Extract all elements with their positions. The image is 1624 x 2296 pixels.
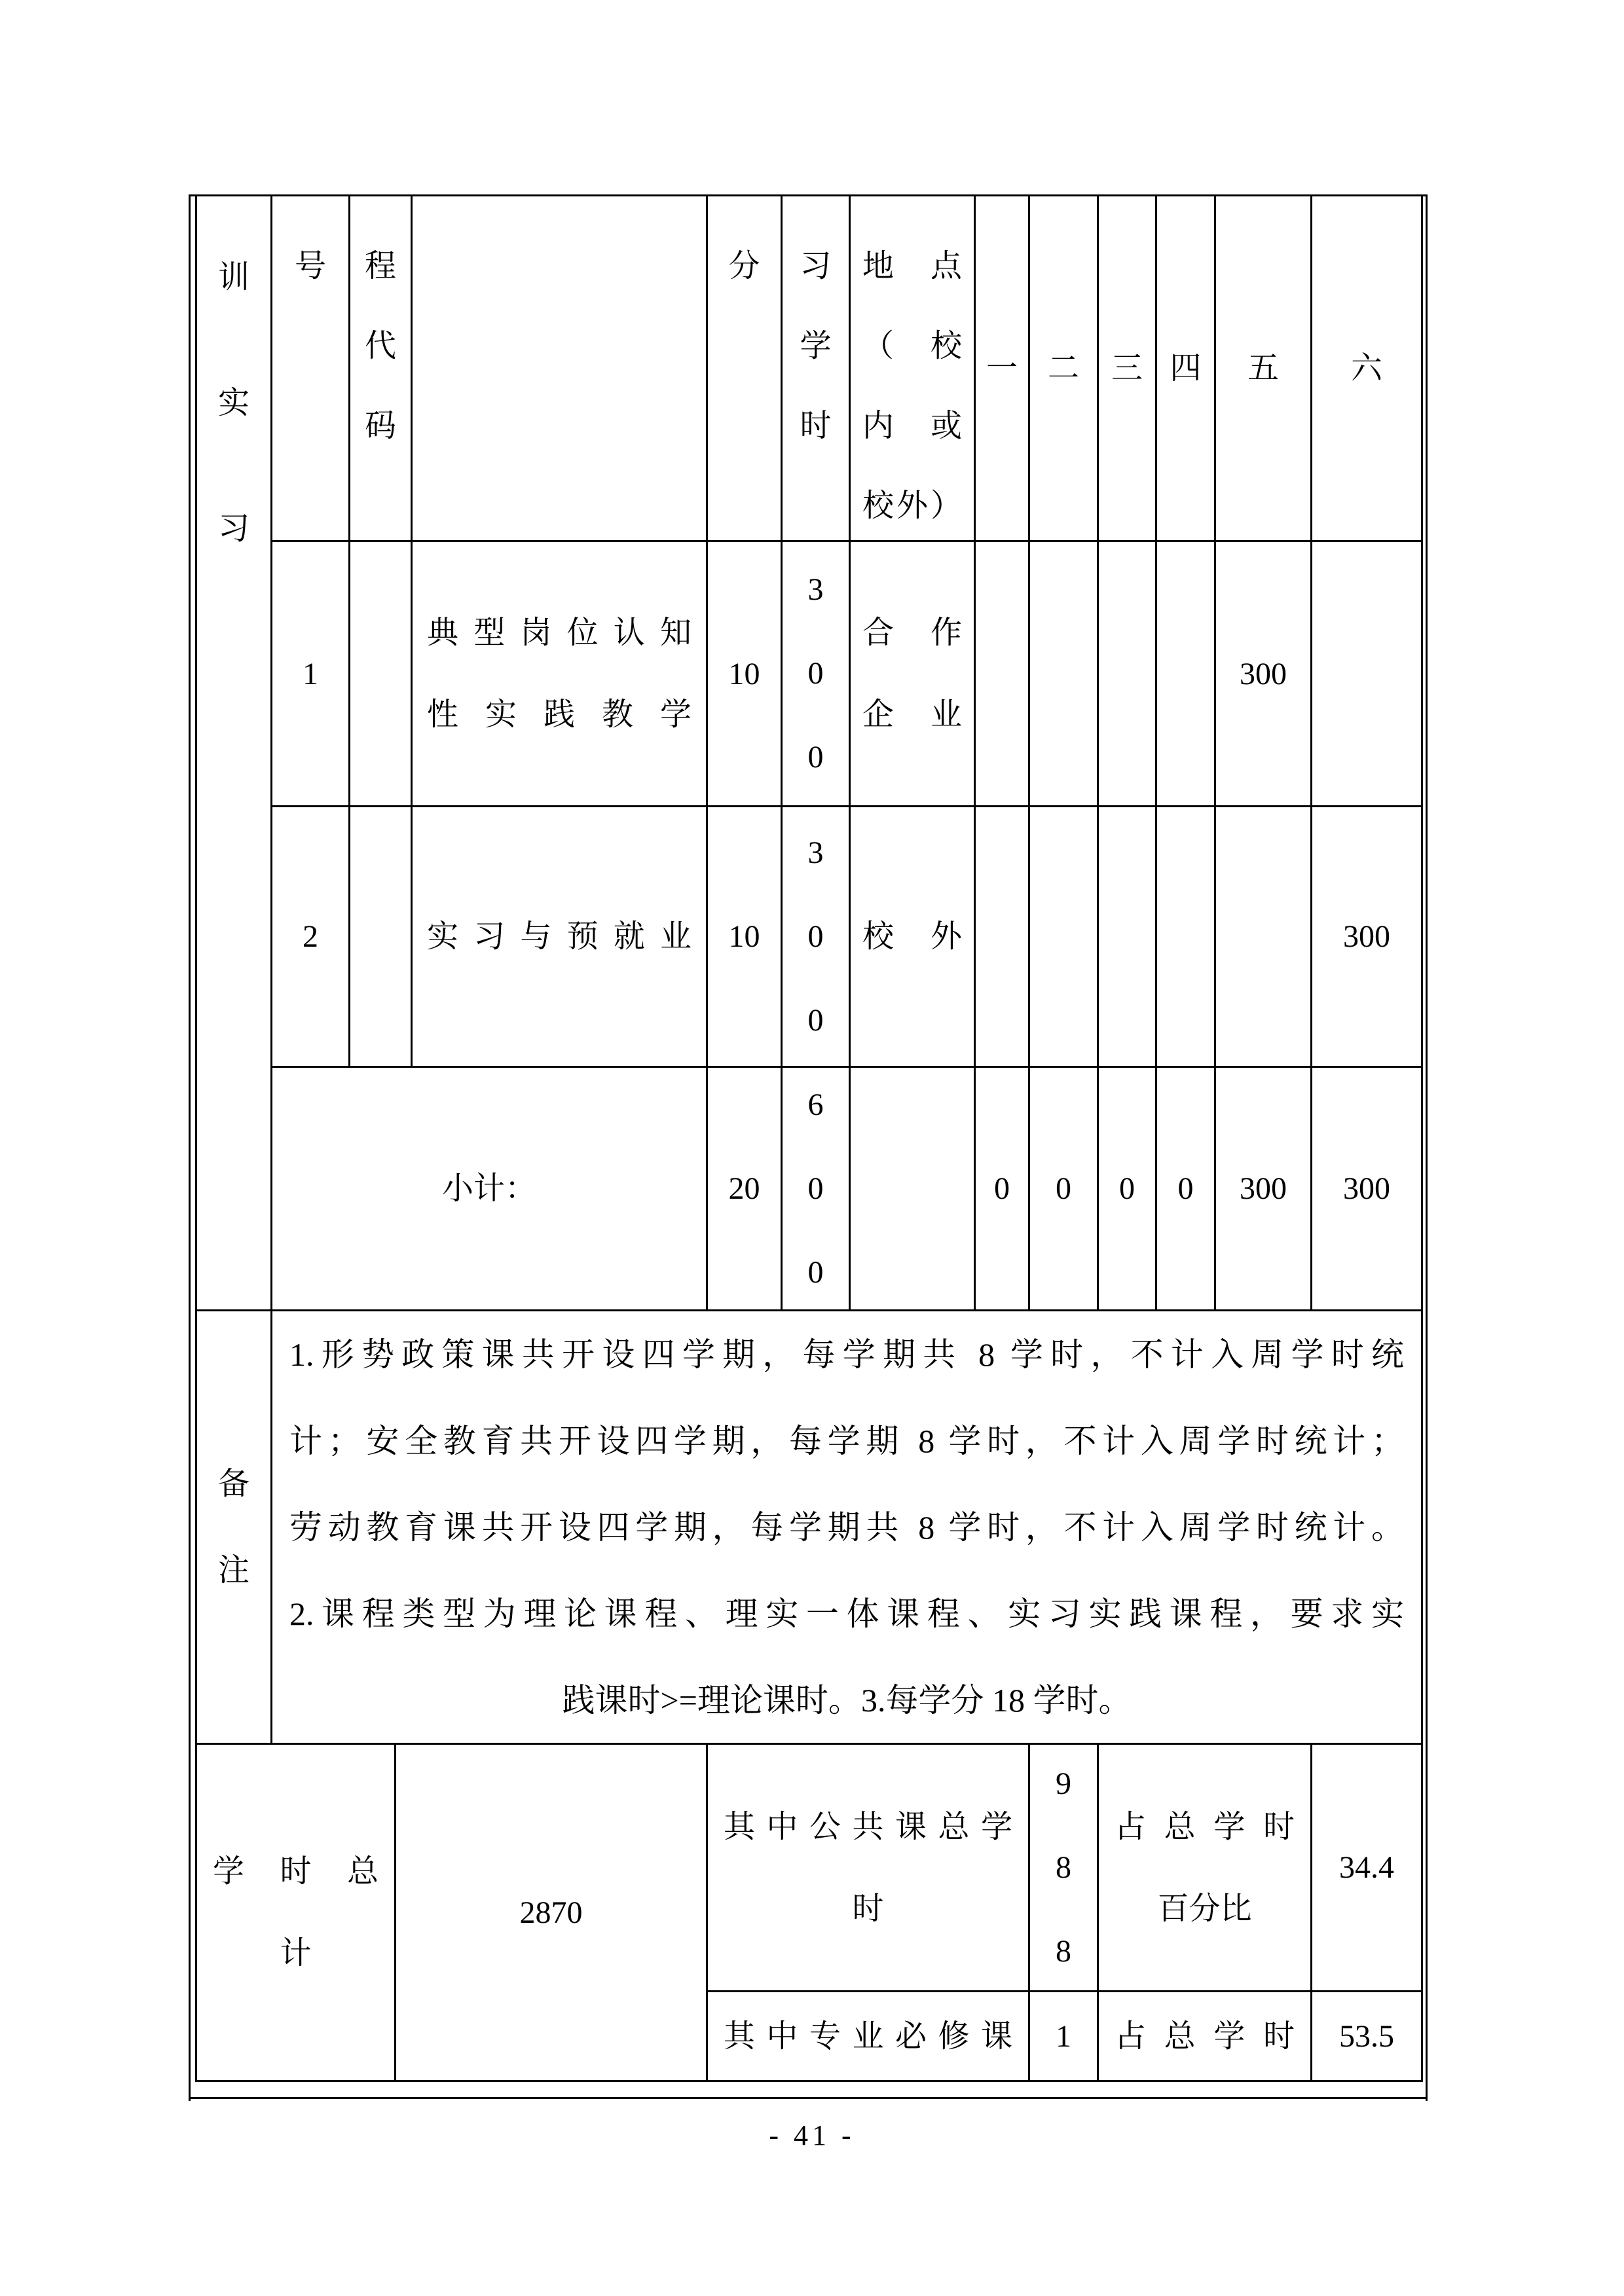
- note-line-1: 1.形势政策课共开设四学期，每学期共 8 学时，不计入周学时统: [289, 1336, 1404, 1373]
- header-place-line-3: 内或: [862, 409, 962, 443]
- header-place-line-1: 地点: [862, 249, 962, 283]
- subtotal-label: 小计：: [272, 1068, 708, 1311]
- summary-major-label: [708, 1992, 1030, 2082]
- note-line-2: 计；安全教育共开设四学期，每学期 8 学时，不计入周学时统计；: [289, 1422, 1404, 1459]
- row2-code: [350, 807, 413, 1068]
- subtotal-semester-5: 300: [1216, 1068, 1312, 1311]
- row2-course-name: [413, 807, 708, 1068]
- row1-place-line-2: 企业: [862, 697, 962, 732]
- summary-major-ratio-label-line-1: 占总学时: [1115, 2018, 1295, 2054]
- header-credit: [708, 196, 783, 542]
- header-place-line-2: （校: [862, 329, 962, 363]
- summary-major-label-line-1: 其中专业必修课: [724, 2018, 1012, 2054]
- summary-public-label: [708, 1745, 1030, 1992]
- subtotal-credit: 20: [708, 1068, 783, 1311]
- header-no: [272, 196, 350, 542]
- header-semester-3: 三: [1099, 196, 1157, 542]
- subtotal-semester-4: 0: [1157, 1068, 1216, 1311]
- summary-public-value: [1030, 1745, 1099, 1992]
- row2-course-name-line-1: 实习与预就业: [427, 919, 692, 954]
- row2-semester-2: [1030, 807, 1099, 1068]
- header-semester-4: 四: [1157, 196, 1216, 542]
- summary-major-value: 1: [1030, 1992, 1099, 2082]
- row1-course-name-line-1: 典型岗位认知: [427, 615, 692, 650]
- row1-place-line-1: 合作: [862, 615, 962, 650]
- row2-hours-value: 300: [807, 835, 824, 1038]
- notes-body: [272, 1311, 1423, 1745]
- subtotal-hours: [783, 1068, 851, 1311]
- header-category-char-2: 实: [217, 386, 249, 420]
- summary-public-ratio-value: 34.4: [1312, 1745, 1423, 1992]
- summary-public-label-line-1: 其中公共课总学: [724, 1809, 1012, 1844]
- row2-credit: 10: [708, 807, 783, 1068]
- row1-course-name: [413, 542, 708, 807]
- summary-public-ratio-label-line-2: 百分比: [1157, 1891, 1252, 1926]
- header-semester-1: 一: [976, 196, 1030, 542]
- header-hours-char-1: 习: [800, 249, 832, 283]
- row1-course-name-line-2: 性实践教学: [427, 697, 692, 732]
- subtotal-semester-3: 0: [1099, 1068, 1157, 1311]
- notes-label-char-2: 注: [217, 1552, 249, 1588]
- summary-total-label-line-1: 学时总: [213, 1854, 378, 1889]
- header-semester-2: 二: [1030, 196, 1099, 542]
- header-place: [851, 196, 976, 542]
- row1-semester-4: [1157, 542, 1216, 807]
- row1-hours-value: 300: [807, 572, 824, 774]
- row2-semester-3: [1099, 807, 1157, 1068]
- row1-semester-5: 300: [1216, 542, 1312, 807]
- subtotal-semester-2: 0: [1030, 1068, 1099, 1311]
- header-hours: [783, 196, 851, 542]
- row1-semester-3: [1099, 542, 1157, 807]
- row2-semester-5: [1216, 807, 1312, 1068]
- subtotal-semester-1: 0: [976, 1068, 1030, 1311]
- row1-place: [851, 542, 976, 807]
- row1-credit: 10: [708, 542, 783, 807]
- row2-place-line-1: 校外: [862, 919, 962, 954]
- row2-no: 2: [272, 807, 350, 1068]
- header-credit-label: 分: [728, 249, 760, 283]
- row1-semester-1: [976, 542, 1030, 807]
- summary-total-label-line-2: 计: [280, 1936, 312, 1971]
- note-line-3: 劳动教育课共开设四学期，每学期共 8 学时，不计入周学时统计。: [289, 1508, 1404, 1546]
- header-category-char-1: 训: [217, 260, 249, 295]
- header-semester-6: 六: [1312, 196, 1423, 542]
- notes-label-char-1: 备: [217, 1466, 249, 1501]
- row2-semester-4: [1157, 807, 1216, 1068]
- row1-code: [350, 542, 413, 807]
- table-outer-right-border: [1426, 194, 1428, 2101]
- row2-semester-1: [976, 807, 1030, 1068]
- row1-no: 1: [272, 542, 350, 807]
- table-outer-left-border: [189, 194, 191, 2101]
- summary-total-label: [197, 1745, 396, 2082]
- summary-major-ratio-value: 53.5: [1312, 1992, 1423, 2082]
- header-course-name: [413, 196, 708, 542]
- row1-semester-6: [1312, 542, 1423, 807]
- header-code-char-1: 程: [364, 249, 396, 283]
- header-hours-char-2: 学: [800, 329, 832, 363]
- header-category-char-3: 习: [217, 511, 249, 546]
- header-semester-5: 五: [1216, 196, 1312, 542]
- hours-summary-table: [195, 1745, 1423, 2082]
- note-line-5: 践课时>=理论课时。3.每学分 18 学时。: [562, 1681, 1132, 1719]
- row2-place: [851, 807, 976, 1068]
- note-line-4: 2.课程类型为理论课程、理实一体课程、实习实践课程，要求实: [289, 1595, 1404, 1632]
- header-code-char-2: 代: [364, 329, 396, 363]
- subtotal-hours-value: 600: [807, 1087, 824, 1290]
- subtotal-semester-6: 300: [1312, 1068, 1423, 1311]
- header-category: [197, 196, 272, 1311]
- page-number: - 41 -: [769, 2119, 855, 2151]
- header-hours-char-3: 时: [800, 409, 832, 443]
- summary-public-ratio-label-line-1: 占总学时: [1115, 1809, 1295, 1844]
- summary-public-label-line-2: 时: [852, 1891, 884, 1926]
- row2-semester-6: 300: [1312, 807, 1423, 1068]
- header-code: [350, 196, 413, 542]
- summary-major-ratio-label: [1099, 1992, 1312, 2082]
- row2-hours: [783, 807, 851, 1068]
- table-outer-bottom-border: [189, 2097, 1428, 2099]
- header-code-char-3: 码: [364, 409, 396, 443]
- row1-hours: [783, 542, 851, 807]
- curriculum-table: [195, 196, 1423, 1745]
- subtotal-place: [851, 1068, 976, 1311]
- header-no-label: 号: [294, 249, 326, 283]
- summary-public-value-number: 988: [1056, 1766, 1071, 1969]
- header-place-line-4: 校外）: [862, 488, 962, 523]
- summary-public-ratio-label: [1099, 1745, 1312, 1992]
- row1-semester-2: [1030, 542, 1099, 807]
- notes-label: [197, 1311, 272, 1745]
- summary-total-value: 2870: [396, 1745, 708, 2082]
